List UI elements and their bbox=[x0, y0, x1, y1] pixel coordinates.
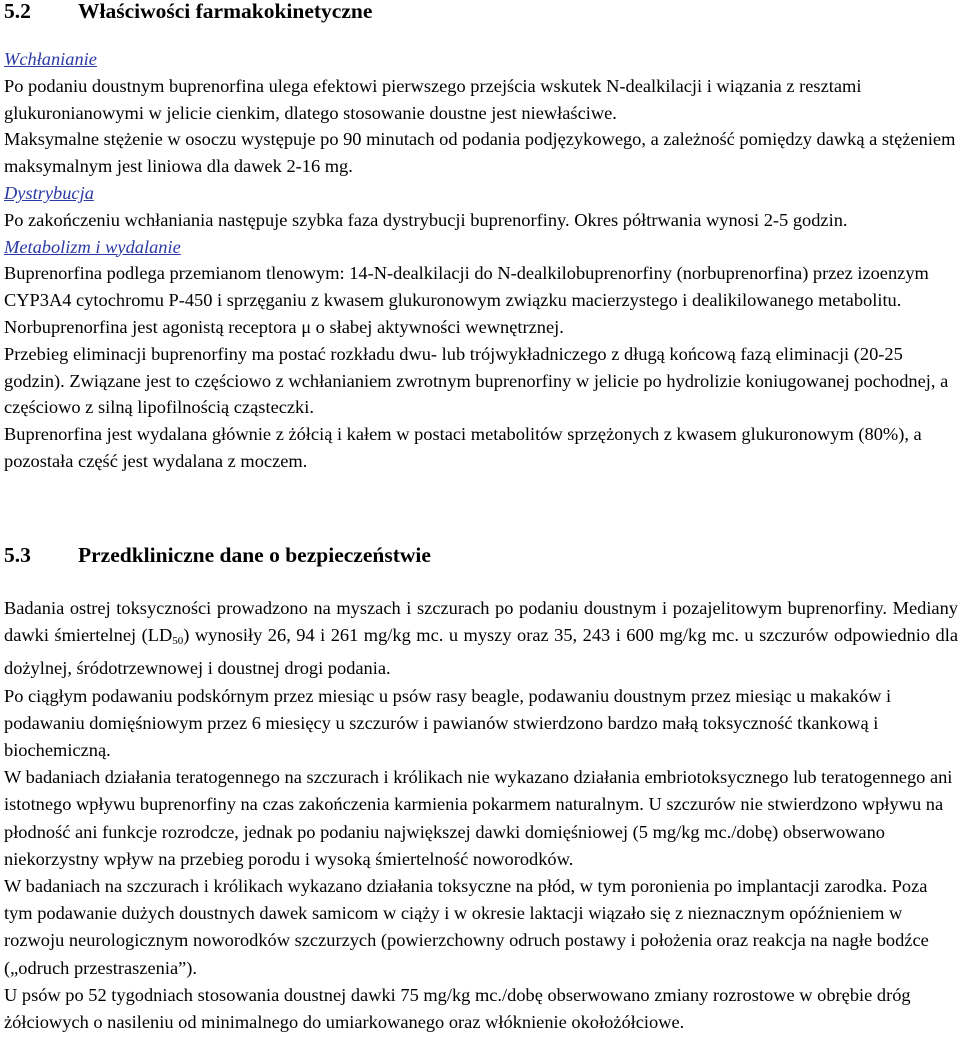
section-title: Przedkliniczne dane o bezpieczeństwie bbox=[78, 543, 431, 567]
section-body-5-3 bbox=[4, 595, 958, 1036]
subheading-metabolism: Metabolizm i wydalanie bbox=[4, 236, 181, 257]
paragraph-text: Badania ostrej toksyczności prowadzono na myszach i szczurach po podaniu doustnym i pozajelitowym buprenorfiny. Mediany dawki śmiertelnej (LD bbox=[4, 598, 958, 646]
paragraph: W badaniach na szczurach i królikach wykazano działania toksyczne na płód, w tym poronienia po implantacji zarodka. Poza tym podawanie dużych doustnych dawek samicom w ciąży i w okresie laktacji wiązało się z nieznacznym opóźnieniem w rozwoju neurologicznym noworodków szczurzych (powierzchowny odruch postawy i położenia oraz reakcja na nagłe bodźce („odruch przestraszenia”). bbox=[4, 876, 929, 978]
section-heading-5-3 bbox=[4, 542, 431, 568]
paragraph: Po zakończeniu wchłaniania następuje szybka faza dystrybucji buprenorfiny. Okres półtrwania wynosi 2-5 godzin. bbox=[4, 209, 848, 230]
paragraph: Buprenorfina podlega przemianom tlenowym: 14-N-dealkilacji do N-dealkilobuprenorfiny (norbuprenorfina) przez izoenzym CYP3A4 cytochromu P-450 i sprzęganiu z kwasem glukuronowym związku macierzystego i dealikilowanego metabolitu. Norbuprenorfina jest agonistą receptora μ o słabej aktywności wewnętrznej. bbox=[4, 263, 929, 337]
paragraph: W badaniach działania teratogennego na szczurach i królikach nie wykazano działania embriotoksycznego lub teratogennego ani istotnego wpływu buprenorfiny na czas zakończenia karmienia pokarmem naturalnym. U szczurów nie stwierdzono wpływu na płodność ani funkcje rozrodcze, jednak po podaniu największej dawki domięśniowej (5 mg/kg mc./dobę) obserwowano niekorzystny wpływ na przebieg porodu i wysoką śmiertelność noworodków. bbox=[4, 767, 953, 869]
subscript: 50 bbox=[172, 635, 184, 648]
section-heading-5-2 bbox=[4, 0, 372, 24]
paragraph-ld50 bbox=[4, 595, 958, 683]
section-number: 5.3 bbox=[4, 543, 31, 567]
paragraph: Buprenorfina jest wydalana głównie z żółcią i kałem w postaci metabolitów sprzężonych z kwasem glukuronowym (80%), a pozostała część jest wydalana z moczem. bbox=[4, 424, 922, 471]
paragraph: Po podaniu doustnym buprenorfina ulega efektowi pierwszego przejścia wskutek N-dealkilacji i wiązania z resztami glukuronianowymi w jelicie cienkim, dlatego stosowanie doustne jest niewłaściwe. bbox=[4, 75, 862, 123]
paragraph: Maksymalne stężenie w osoczu występuje po 90 minutach od podania podjęzykowego, a zależność pomiędzy dawką a stężeniem maksymalnym jest liniowa dla dawek 2-16 mg. bbox=[4, 129, 956, 177]
paragraph: Przebieg eliminacji buprenorfiny ma postać rozkładu dwu- lub trójwykładniczego z długą końcową fazą eliminacji (20-25 godzin). Związane jest to częściowo z wchłanianiem zwrotnym buprenorfiny w jelicie po hydrolizie koniugowanej pochodnej, a częściowo z silną lipofilnością cząsteczki. bbox=[4, 343, 949, 418]
paragraph: Po ciągłym podawaniu podskórnym przez miesiąc u psów rasy beagle, podawaniu doustnym przez miesiąc u makaków i podawaniu domięśniowym przez 6 miesięcy u szczurów i pawianów stwierdzono bardzo małą toksyczność tkankową i biochemiczną. bbox=[4, 685, 892, 761]
subheading-distribution: Dystrybucja bbox=[4, 182, 94, 203]
section-body-5-2 bbox=[4, 46, 958, 475]
paragraph-text: ) wynosiły 26, 94 i 261 mg/kg mc. u myszy oraz 35, 243 i 600 mg/kg mc. u szczurów odpowiednio dla dożylnej, śródotrzewnowej i doustnej drogi podania. bbox=[4, 625, 958, 679]
subheading-absorption: Wchłanianie bbox=[4, 49, 97, 69]
section-number: 5.2 bbox=[4, 0, 31, 23]
paragraph: U psów po 52 tygodniach stosowania doustnej dawki 75 mg/kg mc./dobę obserwowano zmiany rozrostowe w obrębie dróg żółciowych o nasileniu od minimalnego do umiarkowanego oraz włóknienie okołożółciowe. bbox=[4, 984, 911, 1033]
section-title: Właściwości farmakokinetyczne bbox=[78, 0, 373, 23]
